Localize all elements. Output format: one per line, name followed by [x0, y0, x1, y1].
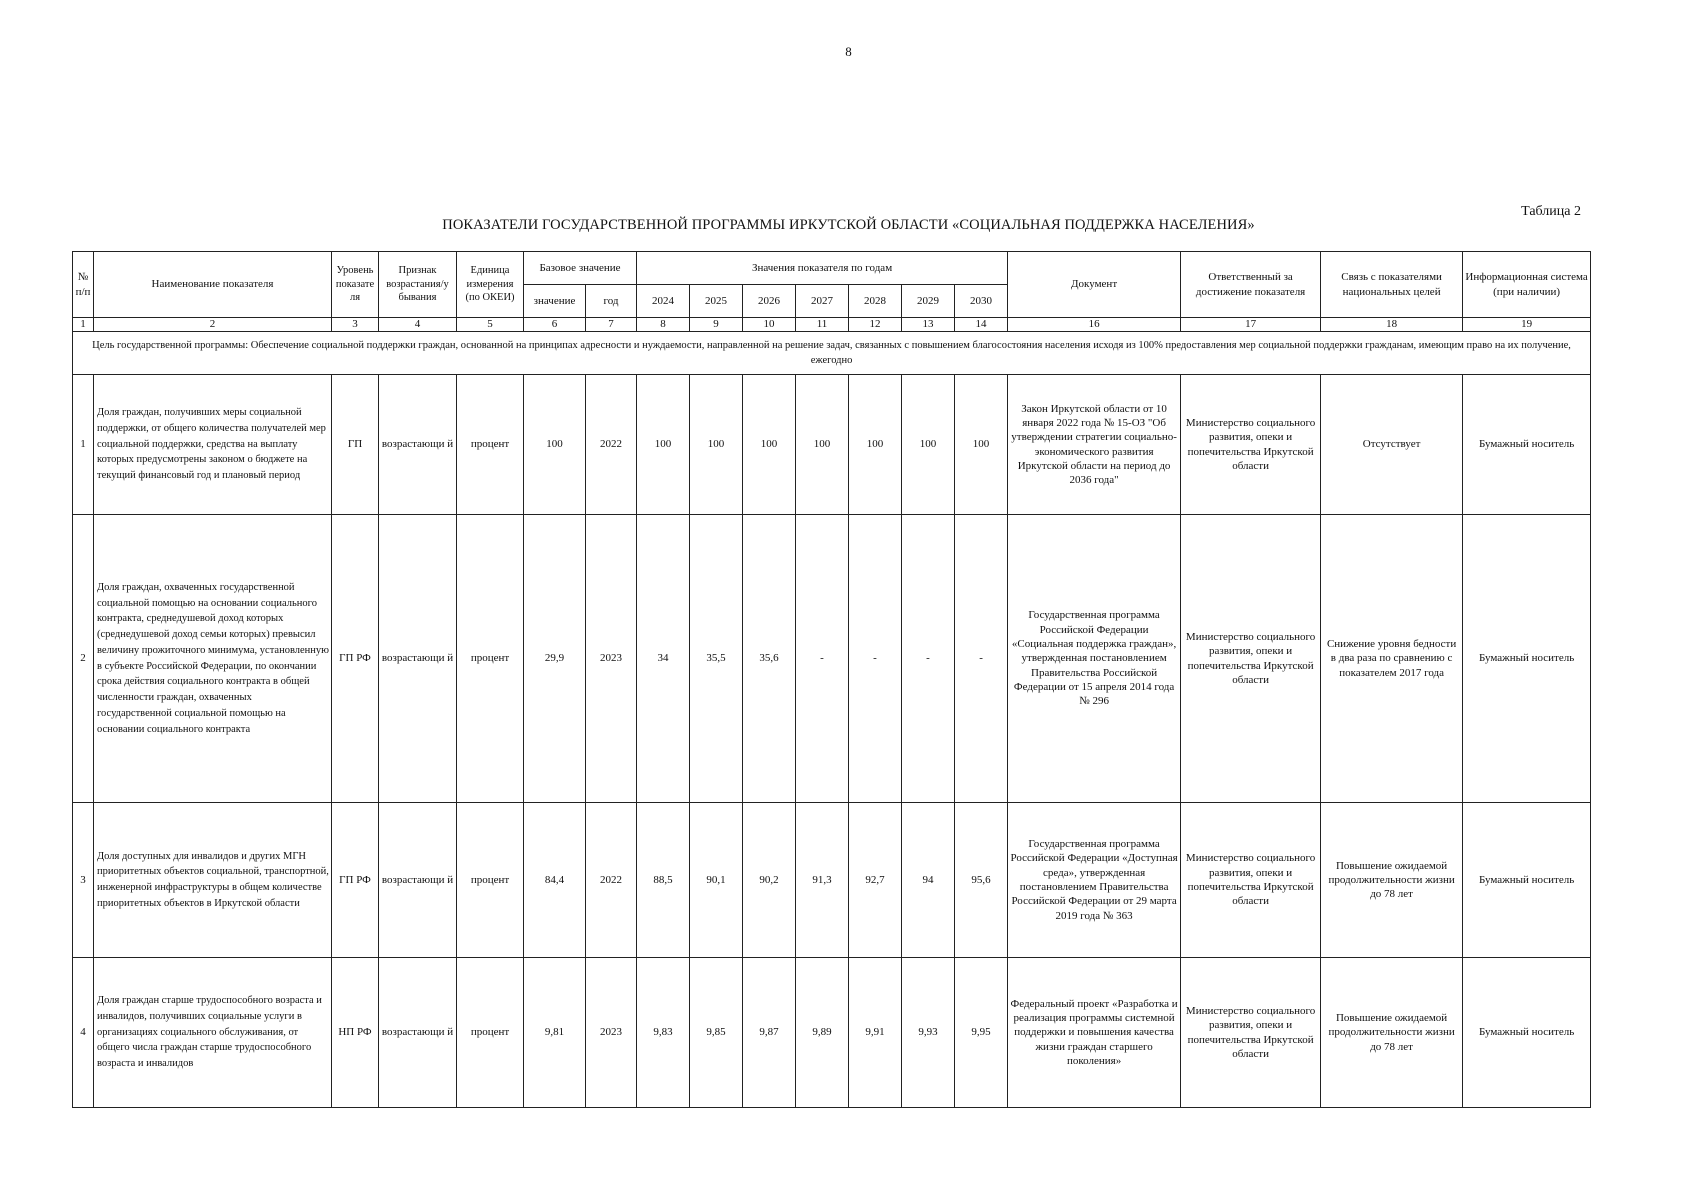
year-value: 100 — [796, 375, 849, 515]
header-year: 2025 — [690, 285, 743, 318]
header-responsible: Ответственный за достижение показателя — [1181, 252, 1321, 318]
indicator-name: Доля граждан, охваченных государственной социальной помощью на основании социального контракта, среднедушевой доход которых (среднедушевой доход семьи которых) превысил величину прожиточного минимума, установленную в субъекте Российской Федерации, по окончании срока действия социального контракта в общей численности граждан, охваченных государственной социальной помощью на основании социального контракта — [94, 515, 332, 803]
indicator-responsible: Министерство социального развития, опеки и попечительства Иркутской области — [1181, 375, 1321, 515]
table-row — [73, 803, 1591, 958]
table-row — [73, 958, 1591, 1108]
year-value: 35,5 — [690, 515, 743, 803]
year-value: 9,93 — [902, 958, 955, 1108]
base-year: 2023 — [586, 515, 637, 803]
year-value: - — [849, 515, 902, 803]
header-base-value: значение — [524, 285, 586, 318]
header-infosys: Информационная система (при наличии) — [1463, 252, 1591, 318]
indicator-level: ГП РФ — [332, 803, 379, 958]
year-value: 100 — [637, 375, 690, 515]
column-number: 8 — [637, 318, 690, 332]
indicators-table — [72, 251, 1591, 1108]
column-number: 5 — [457, 318, 524, 332]
base-value: 29,9 — [524, 515, 586, 803]
year-value: - — [955, 515, 1008, 803]
indicator-link: Повышение ожидаемой продолжительности жизни до 78 лет — [1321, 958, 1463, 1108]
indicator-unit: процент — [457, 375, 524, 515]
year-value: 90,1 — [690, 803, 743, 958]
header-document: Документ — [1008, 252, 1181, 318]
header-year: 2027 — [796, 285, 849, 318]
indicator-document: Государственная программа Российской Федерации «Социальная поддержка граждан», утвержденная постановлением Правительства Российской Федерации от 15 апреля 2014 года № 296 — [1008, 515, 1181, 803]
indicator-responsible: Министерство социального развития, опеки и попечительства Иркутской области — [1181, 803, 1321, 958]
year-value: 90,2 — [743, 803, 796, 958]
year-value: 9,83 — [637, 958, 690, 1108]
year-value: 100 — [743, 375, 796, 515]
year-value: 35,6 — [743, 515, 796, 803]
year-value: 100 — [902, 375, 955, 515]
table-label: Таблица 2 — [1521, 204, 1581, 219]
indicator-sign: возрастающи й — [379, 375, 457, 515]
indicator-level: ГП — [332, 375, 379, 515]
base-year: 2022 — [586, 375, 637, 515]
row-num: 1 — [73, 375, 94, 515]
year-value: - — [796, 515, 849, 803]
column-number: 18 — [1321, 318, 1463, 332]
column-number: 10 — [743, 318, 796, 332]
header-link: Связь с показателями национальных целей — [1321, 252, 1463, 318]
indicator-infosys: Бумажный носитель — [1463, 375, 1591, 515]
year-value: 9,87 — [743, 958, 796, 1108]
row-num: 2 — [73, 515, 94, 803]
year-value: 100 — [690, 375, 743, 515]
header-years-group: Значения показателя по годам — [637, 252, 1008, 285]
column-number: 12 — [849, 318, 902, 332]
indicator-responsible: Министерство социального развития, опеки и попечительства Иркутской области — [1181, 958, 1321, 1108]
column-number: 17 — [1181, 318, 1321, 332]
indicator-sign: возрастающи й — [379, 803, 457, 958]
year-value: 88,5 — [637, 803, 690, 958]
table-row — [73, 515, 1591, 803]
base-year: 2022 — [586, 803, 637, 958]
indicator-responsible: Министерство социального развития, опеки и попечительства Иркутской области — [1181, 515, 1321, 803]
year-value: 92,7 — [849, 803, 902, 958]
column-number: 3 — [332, 318, 379, 332]
indicator-link: Снижение уровня бедности в два раза по сравнению с показателем 2017 года — [1321, 515, 1463, 803]
indicator-level: ГП РФ — [332, 515, 379, 803]
year-value: 100 — [849, 375, 902, 515]
header-level: Уровень показате ля — [332, 252, 379, 318]
page-number: 8 — [845, 44, 852, 59]
indicator-name: Доля граждан, получивших меры социальной поддержки, от общего количества получателей мер социальной поддержки, средства на выплату которых предусмотрены законом о бюджете на текущий финансовый год и плановый период — [94, 375, 332, 515]
year-value: 9,85 — [690, 958, 743, 1108]
base-value: 100 — [524, 375, 586, 515]
indicator-unit: процент — [457, 515, 524, 803]
header-year: 2029 — [902, 285, 955, 318]
column-number-row — [73, 318, 1591, 332]
year-value: 9,95 — [955, 958, 1008, 1108]
column-number: 4 — [379, 318, 457, 332]
column-number: 13 — [902, 318, 955, 332]
year-value: 95,6 — [955, 803, 1008, 958]
row-num: 3 — [73, 803, 94, 958]
column-number: 16 — [1008, 318, 1181, 332]
header-sign: Признак возрастания/у бывания — [379, 252, 457, 318]
program-goal: Цель государственной программы: Обеспечение социальной поддержки граждан, основанной на принципах адресности и нуждаемости, направленной на решение задач, связанных с повышением благосостояния населения исходя из 100% предоставления мер социальной поддержки гражданам, имеющим право на их получение, ежегодно — [73, 332, 1591, 375]
column-number: 9 — [690, 318, 743, 332]
row-num: 4 — [73, 958, 94, 1108]
header-year: 2028 — [849, 285, 902, 318]
indicator-unit: процент — [457, 958, 524, 1108]
indicator-link: Отсутствует — [1321, 375, 1463, 515]
column-number: 19 — [1463, 318, 1591, 332]
indicator-level: НП РФ — [332, 958, 379, 1108]
indicator-document: Федеральный проект «Разработка и реализация программы системной поддержки и повышения качества жизни граждан старшего поколения» — [1008, 958, 1181, 1108]
indicator-document: Государственная программа Российской Федерации «Доступная среда», утвержденная постановлением Правительства Российской Федерации от 29 марта 2019 года № 363 — [1008, 803, 1181, 958]
column-number: 11 — [796, 318, 849, 332]
year-value: - — [902, 515, 955, 803]
header-year: 2024 — [637, 285, 690, 318]
base-value: 84,4 — [524, 803, 586, 958]
indicator-link: Повышение ожидаемой продолжительности жизни до 78 лет — [1321, 803, 1463, 958]
indicator-infosys: Бумажный носитель — [1463, 515, 1591, 803]
header-num: № п/п — [73, 252, 94, 318]
indicator-infosys: Бумажный носитель — [1463, 803, 1591, 958]
header-name: Наименование показателя — [94, 252, 332, 318]
year-value: 9,91 — [849, 958, 902, 1108]
year-value: 34 — [637, 515, 690, 803]
indicator-document: Закон Иркутской области от 10 января 2022 года № 15-ОЗ "Об утверждении стратегии социально-экономического развития Иркутской области на период до 2036 года" — [1008, 375, 1181, 515]
column-number: 1 — [73, 318, 94, 332]
indicator-infosys: Бумажный носитель — [1463, 958, 1591, 1108]
indicator-name: Доля доступных для инвалидов и других МГН приоритетных объектов социальной, транспортной, инженерной инфраструктуры в общем количестве приоритетных объектов в Иркутской области — [94, 803, 332, 958]
year-value: 9,89 — [796, 958, 849, 1108]
header-base: Базовое значение — [524, 252, 637, 285]
column-number: 2 — [94, 318, 332, 332]
table-row — [73, 375, 1591, 515]
header-year: 2030 — [955, 285, 1008, 318]
header-unit: Единица измерения (по ОКЕИ) — [457, 252, 524, 318]
document-title: ПОКАЗАТЕЛИ ГОСУДАРСТВЕННОЙ ПРОГРАММЫ ИРКУТСКОЙ ОБЛАСТИ «СОЦИАЛЬНАЯ ПОДДЕРЖКА НАСЕЛЕНИЯ» — [442, 217, 1255, 233]
indicator-unit: процент — [457, 803, 524, 958]
column-number: 6 — [524, 318, 586, 332]
column-number: 14 — [955, 318, 1008, 332]
column-number: 7 — [586, 318, 637, 332]
indicator-sign: возрастающи й — [379, 958, 457, 1108]
year-value: 100 — [955, 375, 1008, 515]
year-value: 94 — [902, 803, 955, 958]
year-value: 91,3 — [796, 803, 849, 958]
header-row-1 — [73, 252, 1591, 285]
indicator-name: Доля граждан старше трудоспособного возраста и инвалидов, получивших социальные услуги в организациях социального обслуживания, от общего числа граждан старше трудоспособного возраста и инвалидов — [94, 958, 332, 1108]
header-base-year: год — [586, 285, 637, 318]
goal-row — [73, 332, 1591, 375]
indicator-sign: возрастающи й — [379, 515, 457, 803]
base-value: 9,81 — [524, 958, 586, 1108]
header-year: 2026 — [743, 285, 796, 318]
base-year: 2023 — [586, 958, 637, 1108]
